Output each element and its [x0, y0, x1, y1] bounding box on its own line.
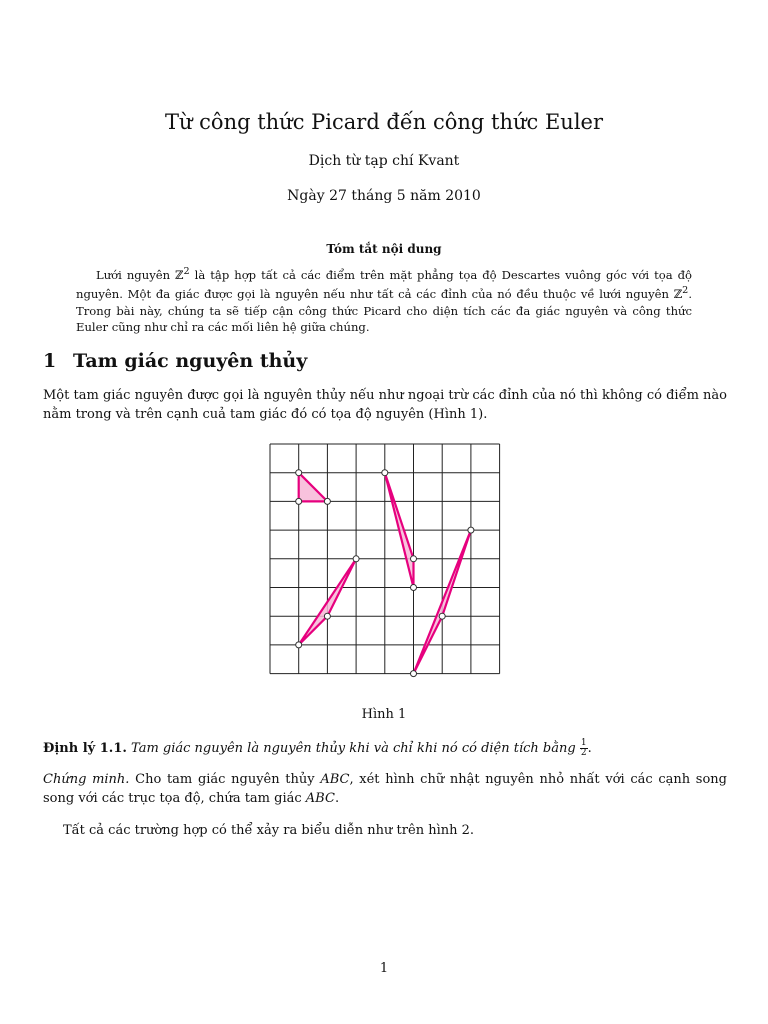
theorem-end: . [587, 741, 592, 756]
proof-var-1: ABC [320, 772, 350, 787]
section-title: Tam giác nguyên thủy [73, 350, 308, 372]
abstract-heading: Tóm tắt nội dung [326, 242, 442, 256]
figure-caption: Hình 1 [361, 707, 407, 722]
abstract-sup-1: 2 [183, 266, 190, 277]
lattice-vertex [296, 498, 302, 504]
abstract-text-3: . Trong bài này, chúng ta sẽ tiếp cận công thức Picard cho diện tích các đa giác nguyên và công thức Euler cũng như chỉ ra các mối liên hệ giữa chúng. [76, 287, 692, 335]
lattice-vertex [411, 556, 417, 562]
theorem-text: Tam giác nguyên là nguyên thủy khi và chỉ khi nó có diện tích bằng [131, 741, 576, 756]
lattice-vertex [324, 498, 330, 504]
section-heading [43, 350, 307, 372]
primitive-triangle [299, 473, 328, 502]
theorem [43, 739, 727, 758]
lattice-vertex [296, 470, 302, 476]
note-paragraph: Tất cả các trường hợp có thể xảy ra biểu diễn như trên hình 2. [63, 823, 475, 838]
proof-text-3: . [334, 791, 340, 806]
paper-title: Từ công thức Picard đến công thức Euler [164, 110, 604, 134]
page-number: 1 [379, 961, 389, 976]
lattice-vertex [411, 671, 417, 677]
section-paragraph: Một tam giác nguyên được gọi là nguyên thủy nếu như ngoại trừ các đỉnh của nó thì không có điểm nào nằm trong và trên cạnh cuả tam giác đó có tọa độ nguyên (Hình 1). [43, 388, 727, 422]
fraction-denominator: 2 [580, 748, 587, 758]
abstract-text-2: là tập hợp tất cả các điểm trên mặt phẳng tọa độ Descartes vuông góc với tọa độ nguyên. Một đa giác được gọi là nguyên nếu như tất cả các đỉnh của nó đều thuộc về lưới nguyên ℤ [76, 267, 693, 302]
lattice-figure [262, 438, 506, 688]
proof-text-2: , xét hình chữ nhật nguyên nhỏ nhất với các cạnh song song với các trục tọa độ, chứa tam giác [43, 772, 727, 806]
figure-1 [262, 438, 506, 688]
fraction-one-half [580, 739, 588, 758]
section-number: 1 [43, 350, 57, 372]
paper-date: Ngày 27 tháng 5 năm 2010 [287, 188, 481, 204]
lattice-vertex [439, 613, 445, 619]
lattice-vertex [296, 642, 302, 648]
proof-text-1: Cho tam giác nguyên thủy [129, 772, 321, 787]
abstract-sup-2: 2 [682, 285, 689, 297]
lattice-vertex [468, 527, 474, 533]
proof-paragraph [43, 770, 727, 808]
paper-subtitle: Dịch từ tạp chí Kvant [308, 153, 460, 169]
abstract-body [76, 264, 692, 336]
lattice-vertex [353, 556, 359, 562]
theorem-label: Định lý 1.1. [43, 741, 127, 756]
lattice-vertex [324, 613, 330, 619]
lattice-vertex [411, 585, 417, 591]
abstract-text-1: Lưới nguyên ℤ [96, 267, 184, 282]
fraction-numerator: 1 [580, 738, 587, 748]
proof-label: Chứng minh. [43, 772, 130, 787]
proof-var-2: ABC [305, 791, 335, 806]
lattice-vertex [382, 470, 388, 476]
